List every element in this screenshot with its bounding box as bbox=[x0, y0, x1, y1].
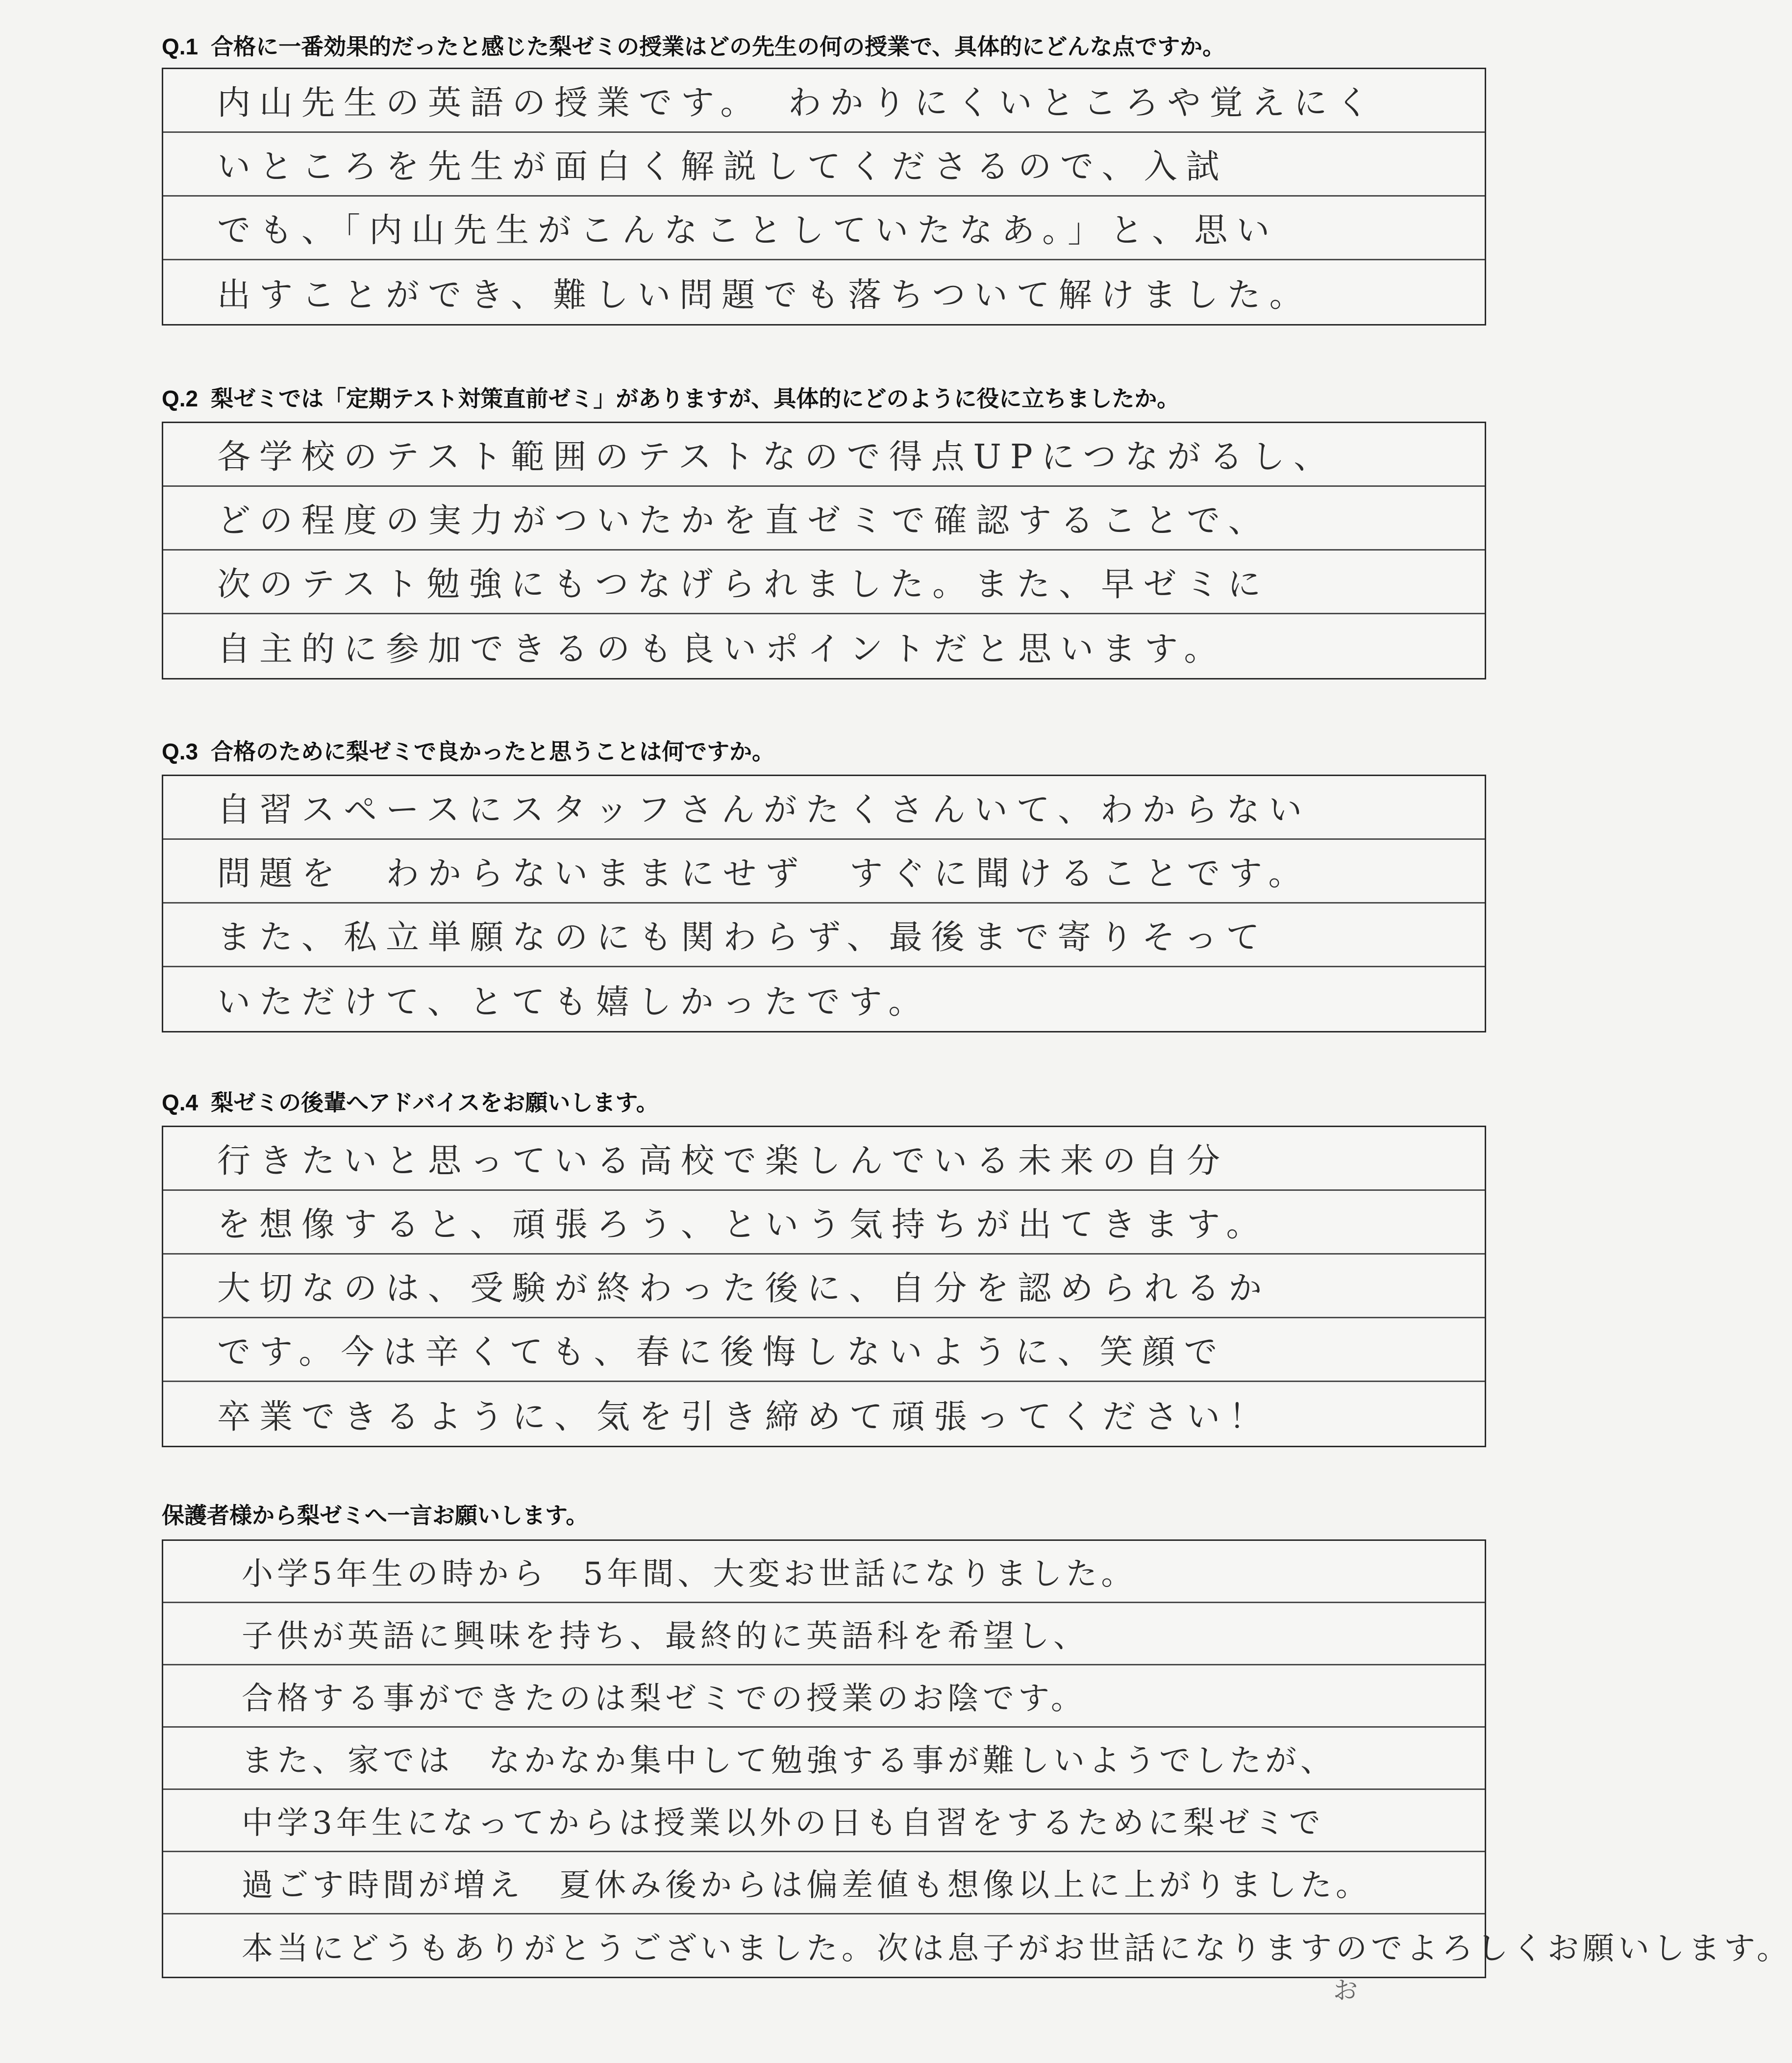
answer-1-line-1: 内山先生の英語の授業です。 わかりにくいところや覚えにく bbox=[163, 69, 1485, 133]
answer-3-line-3: また、私立単願なのにも関わらず、最後まで寄りそって bbox=[163, 904, 1485, 967]
parent-section-heading: 保護者様から梨ゼミへ一言お願いします。 bbox=[162, 1502, 589, 1529]
question-4-text: 梨ゼミの後輩へアドバイスをお願いします。 bbox=[211, 1089, 659, 1116]
answer-box-1 bbox=[162, 68, 1486, 326]
answer-2-line-2: どの程度の実力がついたかを直ゼミで確認することで、 bbox=[163, 487, 1485, 551]
answer-2-line-1: 各学校のテスト範囲のテストなので得点UPにつながるし、 bbox=[163, 423, 1485, 487]
answer-2-line-4: 自主的に参加できるのも良いポイントだと思います。 bbox=[217, 629, 1226, 669]
answer-4-line-2: を想像すると、頑張ろう、という気持ちが出てきます。 bbox=[163, 1191, 1485, 1255]
question-3-text: 合格のために梨ゼミで良かったと思うことは何ですか。 bbox=[211, 738, 775, 765]
parent-answer-line-2: 子供が英語に興味を持ち、最終的に英語科を希望し、 bbox=[163, 1603, 1485, 1665]
parent-answer-line-3: 合格する事ができたのは梨ゼミでの授業のお陰です。 bbox=[163, 1665, 1485, 1728]
question-4-heading bbox=[162, 1091, 659, 1114]
answer-1-line-3: でも、「内山先生がこんなことしていたなあ。」と、思い bbox=[163, 197, 1485, 260]
answer-3-line-4: いただけて、とても嬉しかったです。 bbox=[217, 982, 931, 1022]
answer-4-line-1: 行きたいと思っている高校で楽しんでいる未来の自分 bbox=[163, 1127, 1485, 1191]
answer-box-2 bbox=[162, 422, 1486, 679]
question-2-number: Q.2 bbox=[162, 386, 199, 411]
question-1-number: Q.1 bbox=[162, 34, 199, 59]
answer-box-3 bbox=[162, 775, 1486, 1032]
question-3-number: Q.3 bbox=[162, 739, 199, 764]
question-1-heading bbox=[162, 35, 1225, 58]
answer-box-4 bbox=[162, 1126, 1486, 1447]
answer-3-line-1: 自習スペースにスタッフさんがたくさんいて、わからない bbox=[163, 776, 1485, 840]
parent-answer-line-7: 本当にどうもありがとうございました。次は息子がお世話になりますのでよろしくお願いします。 bbox=[242, 1930, 1792, 1967]
parent-answer-line-4: また、家では なかなか集中して勉強する事が難しいようでしたが、 bbox=[163, 1728, 1485, 1790]
answer-3-line-2: 問題を わからないままにせず すぐに聞けることです。 bbox=[163, 840, 1485, 904]
answer-1-line-4: 出すことができ、難しい問題でも落ちついて解けました。 bbox=[217, 276, 1312, 315]
question-2-heading bbox=[162, 387, 1179, 410]
parent-answer-line-6: 過ごす時間が増え 夏休み後からは偏差値も想像以上に上がりました。 bbox=[163, 1852, 1485, 1914]
parent-answer-line-1: 小学5年生の時から 5年間、大変お世話になりました。 bbox=[163, 1541, 1485, 1603]
parent-answer-box bbox=[162, 1539, 1792, 1978]
stray-handwritten-mark: お bbox=[1333, 1976, 1358, 2005]
question-2-text: 梨ゼミでは「定期テスト対策直前ゼミ」がありますが、具体的にどのように役に立ちましたか。 bbox=[211, 385, 1180, 412]
question-1-text: 合格に一番効果的だったと感じた梨ゼミの授業はどの先生の何の授業で、具体的にどんな点ですか。 bbox=[211, 33, 1225, 60]
answer-1-line-2: いところを先生が面白く解説してくださるので、入試 bbox=[163, 133, 1485, 197]
answer-4-line-3: 大切なのは、受験が終わった後に、自分を認められるか bbox=[163, 1255, 1485, 1318]
answer-4-line-4: です。今は辛くても、春に後悔しないように、笑顔で bbox=[163, 1318, 1485, 1382]
parent-answer-line-5: 中学3年生になってからは授業以外の日も自習をするために梨ゼミで bbox=[163, 1790, 1485, 1852]
question-4-number: Q.4 bbox=[162, 1090, 199, 1115]
question-3-heading bbox=[162, 740, 774, 763]
answer-4-line-5: 卒業できるように、気を引き締めて頑張ってください！ bbox=[217, 1397, 1271, 1436]
answer-2-line-3: 次のテスト勉強にもつなげられました。また、早ゼミに bbox=[163, 551, 1485, 614]
